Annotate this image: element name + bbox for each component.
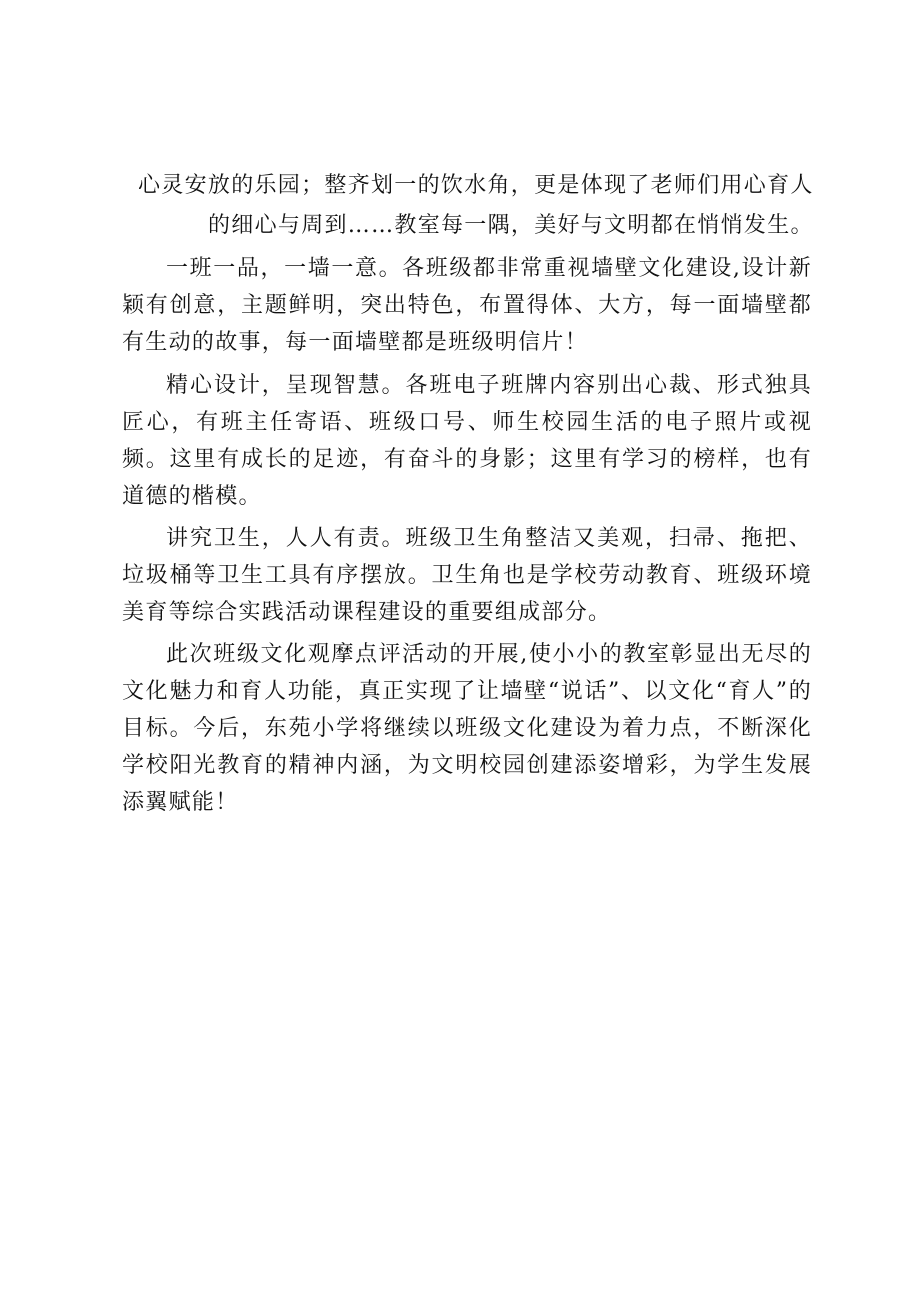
paragraph-design-wisdom: 精心设计，呈现智慧。各班电子班牌内容别出心裁、形式独具匠心，有班主任寄语、班级口号、师生校园生活的电子照片或视频。这里有成长的足迹，有奋斗的身影；这里有学习的榜样，也有道德的楷模。 bbox=[122, 373, 812, 509]
paragraph-hygiene: 讲究卫生，人人有责。班级卫生角整洁又美观，扫帚、拖把、垃圾桶等卫生工具有序摆放。卫生角也是学校劳动教育、班级环境美育等综合实践活动课程建设的重要组成部分。 bbox=[122, 526, 812, 625]
paragraph-conclusion: 此次班级文化观摩点评活动的开展,使小小的教室彰显出无尽的文化魅力和育人功能，真正实现了让墙壁“说话”、以文化“育人”的目标。今后，东苑小学将继续以班级文化建设为着力点，不断深化学校阳光教育的精神内涵，为文明校园创建添姿增彩，为学生发展添翼赋能！ bbox=[122, 642, 812, 815]
intro-line-2: 的细心与周到……教室每一隅，美好与文明都在悄悄发生。 bbox=[208, 213, 814, 238]
paragraph-class-identity: 一班一品，一墙一意。各班级都非常重视墙壁文化建设,设计新颖有创意，主题鲜明，突出特色，布置得体、大方，每一面墙壁都有生动的故事，每一面墙壁都是班级明信片！ bbox=[122, 256, 812, 355]
intro-line-1: 心灵安放的乐园；整齐划一的饮水角，更是体现了老师们用心育人 bbox=[138, 173, 814, 198]
